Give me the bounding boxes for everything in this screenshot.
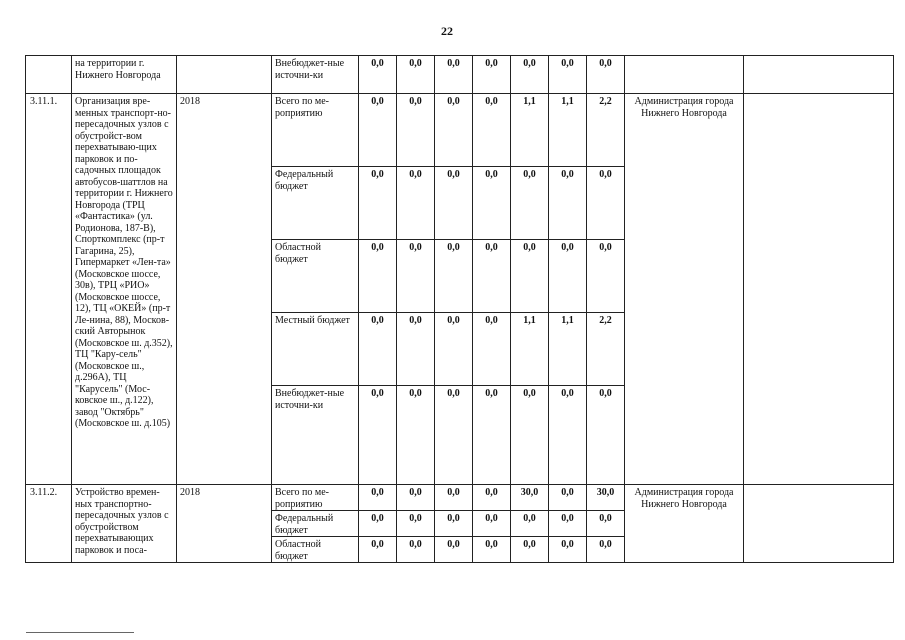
- amount-cell: 0,0: [359, 313, 397, 386]
- footnote-divider: [26, 632, 134, 633]
- amount-cell: 0,0: [397, 485, 435, 511]
- amount-cell: 0,0: [549, 386, 587, 485]
- amount-cell: 1,1: [511, 313, 549, 386]
- funding-source-cell: Местный бюджет: [272, 313, 359, 386]
- amount-cell: 0,0: [359, 240, 397, 313]
- amount-cell: 0,0: [511, 537, 549, 563]
- amount-cell: 0,0: [473, 240, 511, 313]
- amount-cell: 0,0: [549, 511, 587, 537]
- funding-source-cell: Областной бюджет: [272, 240, 359, 313]
- amount-cell: 0,0: [397, 313, 435, 386]
- amount-cell: 0,0: [435, 240, 473, 313]
- amount-cell: 0,0: [397, 386, 435, 485]
- amount-cell: 0,0: [359, 485, 397, 511]
- amount-cell: 0,0: [549, 485, 587, 511]
- amount-cell: 1,1: [549, 313, 587, 386]
- funding-source-cell: Федеральный бюджет: [272, 511, 359, 537]
- amount-cell: 0,0: [587, 386, 625, 485]
- empty-cell: [744, 485, 894, 563]
- table-row: [26, 485, 894, 511]
- empty-cell: [744, 94, 894, 485]
- amount-cell: 2,2: [587, 313, 625, 386]
- page-number: 22: [441, 24, 453, 38]
- amount-cell: 0,0: [397, 511, 435, 537]
- amount-cell: 0,0: [549, 56, 587, 94]
- amount-cell: 0,0: [359, 537, 397, 563]
- amount-cell: 0,0: [359, 386, 397, 485]
- amount-cell: 0,0: [359, 94, 397, 167]
- amount-cell: 0,0: [473, 56, 511, 94]
- amount-cell: 0,0: [435, 537, 473, 563]
- budget-table: [25, 55, 894, 563]
- table-row: [26, 56, 894, 94]
- responsible-cell: [625, 56, 744, 94]
- amount-cell: 0,0: [511, 167, 549, 240]
- measure-code-cell: 3.11.1.: [26, 94, 72, 485]
- amount-cell: 0,0: [359, 167, 397, 240]
- amount-cell: 1,1: [549, 94, 587, 167]
- table-row: [26, 94, 894, 167]
- measure-name-cell: Устройство времен-ных транспортно-пересадочных узлов с обустройством перехватывающих парковок и поса-: [72, 485, 177, 563]
- year-cell: 2018: [177, 485, 272, 563]
- amount-cell: 0,0: [397, 94, 435, 167]
- amount-cell: 30,0: [511, 485, 549, 511]
- amount-cell: 0,0: [397, 167, 435, 240]
- amount-cell: 0,0: [511, 386, 549, 485]
- responsible-cell: Администрация города Нижнего Новгорода: [625, 94, 744, 485]
- amount-cell: 0,0: [549, 240, 587, 313]
- funding-source-cell: Федеральный бюджет: [272, 167, 359, 240]
- measure-code-cell: 3.11.2.: [26, 485, 72, 563]
- amount-cell: 2,2: [587, 94, 625, 167]
- amount-cell: 0,0: [397, 537, 435, 563]
- measure-name-cell: на территории г. Нижнего Новгорода: [72, 56, 177, 94]
- amount-cell: 0,0: [587, 167, 625, 240]
- year-cell: [177, 56, 272, 94]
- amount-cell: 0,0: [473, 94, 511, 167]
- amount-cell: 0,0: [397, 240, 435, 313]
- funding-source-cell: Внебюджет-ные источни-ки: [272, 386, 359, 485]
- amount-cell: 0,0: [435, 56, 473, 94]
- amount-cell: 0,0: [473, 485, 511, 511]
- amount-cell: 0,0: [359, 56, 397, 94]
- responsible-cell: Администрация города Нижнего Новгорода: [625, 485, 744, 563]
- amount-cell: 0,0: [435, 511, 473, 537]
- amount-cell: 0,0: [587, 511, 625, 537]
- amount-cell: 0,0: [473, 511, 511, 537]
- amount-cell: 0,0: [511, 511, 549, 537]
- amount-cell: 0,0: [549, 537, 587, 563]
- amount-cell: 0,0: [473, 386, 511, 485]
- funding-source-cell: Всего по ме-роприятию: [272, 94, 359, 167]
- amount-cell: 0,0: [435, 94, 473, 167]
- amount-cell: 0,0: [587, 537, 625, 563]
- amount-cell: 0,0: [359, 511, 397, 537]
- amount-cell: 0,0: [549, 167, 587, 240]
- amount-cell: 0,0: [511, 56, 549, 94]
- amount-cell: 0,0: [435, 386, 473, 485]
- empty-cell: [744, 56, 894, 94]
- amount-cell: 0,0: [511, 240, 549, 313]
- year-cell: 2018: [177, 94, 272, 485]
- amount-cell: 0,0: [473, 537, 511, 563]
- measure-code-cell: [26, 56, 72, 94]
- funding-source-cell: Всего по ме-роприятию: [272, 485, 359, 511]
- amount-cell: 0,0: [435, 485, 473, 511]
- amount-cell: 0,0: [435, 313, 473, 386]
- measure-name-cell: Организация вре-менных транспорт-но-пересадочных узлов с обустройст-вом перехватываю-щих парковок и по-садочных площадок автобусов-шаттлов на территории г. Нижнего Новгорода (ТРЦ «Фантастика» (ул. Родионова, 187-В), Спорткомплекс (пр-т Гагарина, 25), Гипермаркет «Лен-та» (Московское шоссе, 30в), ТРЦ «РИО» (Московское шоссе, 12), ТЦ «ОКЕЙ» (пр-т Ле-нина, 88), Москов-ский Авторынок (Московское ш. д.352), ТЦ "Кару-сель" (Московское ш., д.296А), ТЦ "Карусель" (Мос-ковское ш., д.122), завод "Октябрь" (Московское ш. д.105): [72, 94, 177, 485]
- amount-cell: 30,0: [587, 485, 625, 511]
- amount-cell: 0,0: [473, 167, 511, 240]
- amount-cell: 0,0: [587, 56, 625, 94]
- amount-cell: 0,0: [473, 313, 511, 386]
- amount-cell: 0,0: [587, 240, 625, 313]
- amount-cell: 0,0: [435, 167, 473, 240]
- table-body: [26, 56, 894, 563]
- amount-cell: 0,0: [397, 56, 435, 94]
- amount-cell: 1,1: [511, 94, 549, 167]
- funding-source-cell: Внебюджет-ные источни-ки: [272, 56, 359, 94]
- funding-source-cell: Областной бюджет: [272, 537, 359, 563]
